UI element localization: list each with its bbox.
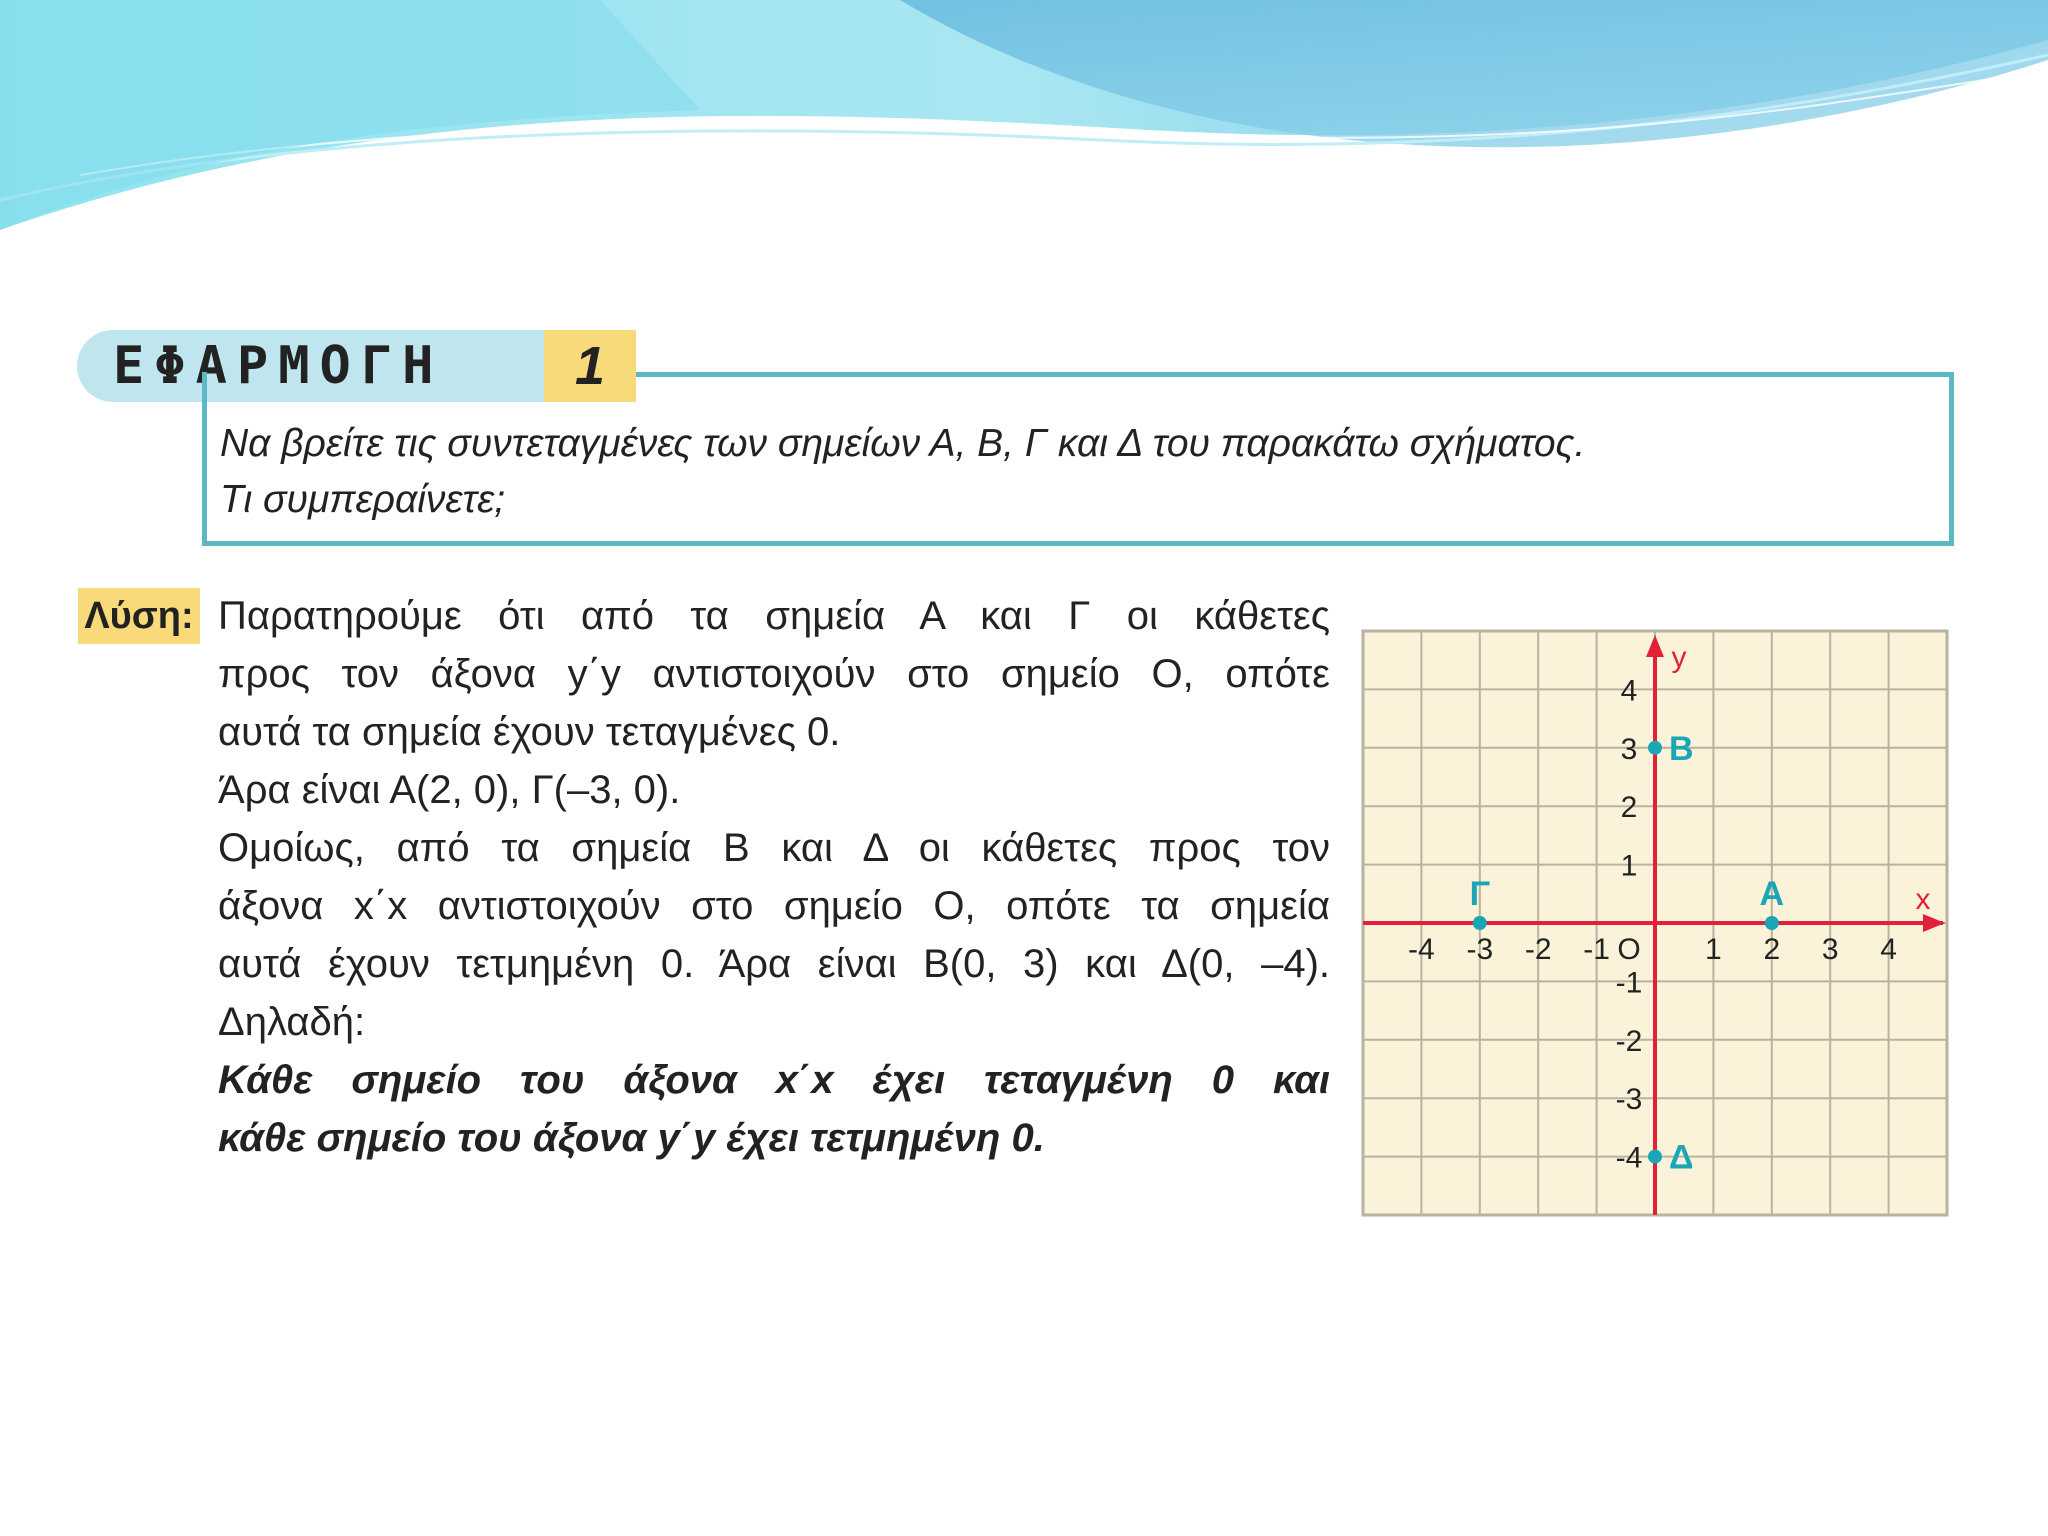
x-tick-label: 2 [1763, 933, 1781, 966]
point-label: Β [1669, 729, 1694, 768]
x-axis-label: x [1915, 883, 1931, 916]
point-Β [1648, 741, 1662, 755]
solution-line: άξονα x΄x αντιστοιχούν στο σημείο Ο, οπότε τα σημεία [218, 884, 1330, 928]
y-tick-label: -1 [1615, 966, 1643, 1000]
point-label: Α [1759, 875, 1785, 913]
point-label: Γ [1469, 875, 1491, 913]
conclusion-line: Κάθε σημείο του άξονα x΄x έχει τεταγμένη 0 και [218, 1058, 1330, 1102]
exercise-number: 1 [574, 336, 606, 396]
solution-line: αυτά έχουν τετμημένη 0. Άρα είναι Β(0, 3) και Δ(0, –4). [218, 942, 1330, 986]
solution-line: προς τον άξονα y΄y αντιστοιχούν στο σημείο Ο, οπότε [218, 652, 1330, 696]
coordinate-graph [1358, 626, 1952, 1220]
x-tick-label: 1 [1705, 933, 1722, 966]
point-Δ [1648, 1150, 1662, 1164]
point-Α [1765, 916, 1779, 930]
solution-line: Δηλαδή: [218, 1000, 366, 1044]
y-tick-label: 2 [1620, 791, 1638, 825]
x-tick-label: -4 [1408, 933, 1435, 966]
point-label: Δ [1669, 1138, 1694, 1177]
origin-label: O [1617, 933, 1641, 966]
y-axis-label: y [1671, 641, 1687, 674]
x-tick-label: -3 [1466, 933, 1494, 966]
solution-line: Άρα είναι Α(2, 0), Γ(–3, 0). [218, 768, 681, 812]
y-tick-label: -3 [1615, 1083, 1643, 1117]
y-tick-label: 1 [1620, 849, 1638, 883]
y-tick-label: -4 [1615, 1141, 1643, 1175]
page-title: ΕΦΑΡΜΟΓΗ [113, 336, 444, 396]
task-text-line-2: Τι συμπεραίνετε; [220, 478, 506, 521]
point-Γ [1473, 916, 1487, 930]
solution-line: Παρατηρούμε ότι από τα σημεία Α και Γ οι κάθετες [218, 594, 1330, 638]
solution-line: αυτά τα σημεία έχουν τεταγμένες 0. [218, 710, 841, 754]
conclusion-line: κάθε σημείο του άξονα y΄y έχει τετμημένη 0. [218, 1116, 1045, 1160]
x-tick-label: 3 [1821, 933, 1839, 966]
solution-line: Ομοίως, από τα σημεία Β και Δ οι κάθετες προς τον [218, 826, 1330, 870]
y-tick-label: -2 [1615, 1024, 1643, 1058]
solution-label: Λύση: [78, 588, 200, 644]
x-tick-label: 4 [1880, 933, 1897, 966]
task-text-line-1: Να βρείτε τις συντεταγμένες των σημείων Α, Β, Γ και Δ του παρακάτω σχήματος. [220, 422, 1586, 465]
y-tick-label: 4 [1620, 674, 1638, 708]
x-tick-label: -1 [1583, 933, 1610, 966]
x-tick-label: -2 [1524, 933, 1552, 966]
y-tick-label: 3 [1620, 732, 1638, 766]
